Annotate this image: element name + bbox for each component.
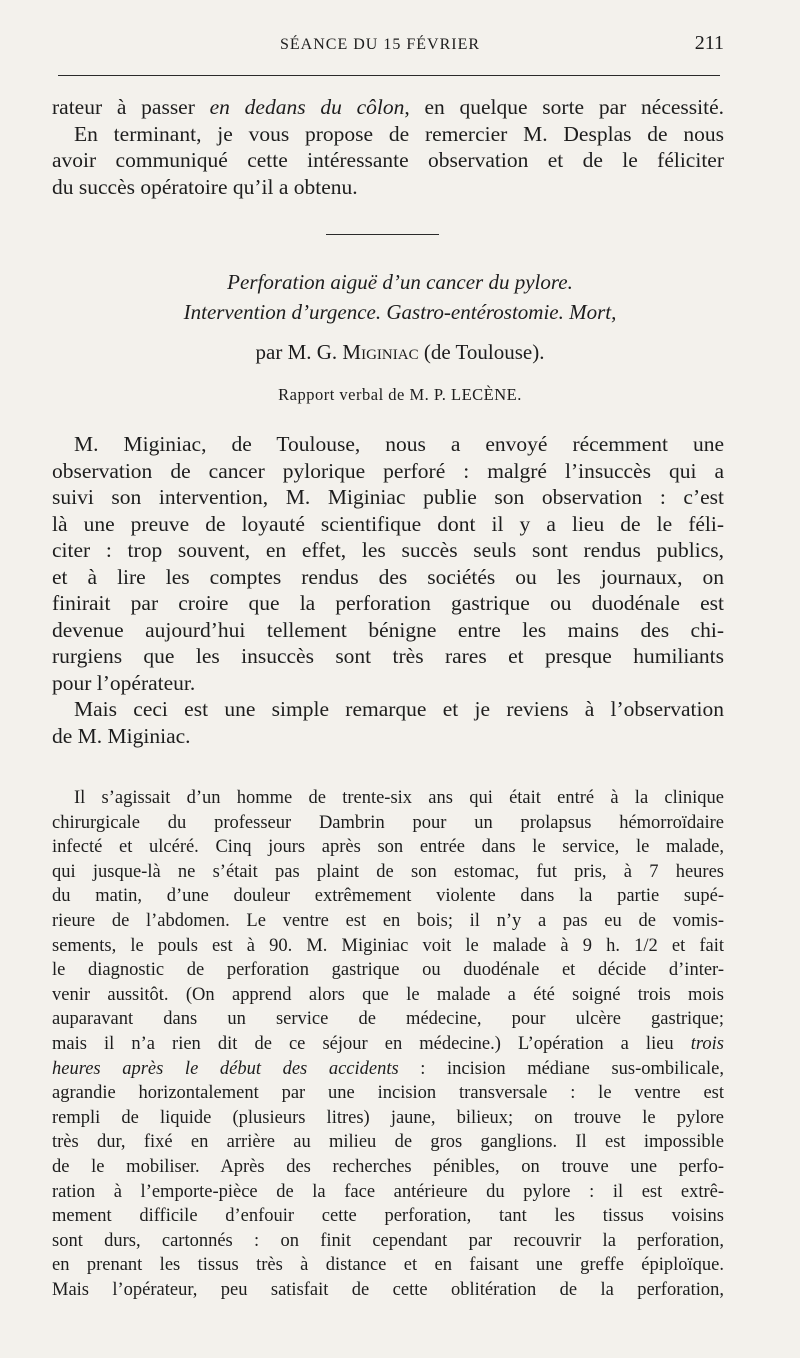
text-line: très dur, fixé en arrière au milieu de gros ganglions. Il est impossible (52, 1132, 724, 1153)
header-rule (58, 75, 720, 76)
text-line: en prenant les tissus très à distance et en faisant une greffe épiploïque. (52, 1255, 724, 1276)
text-line: mais il n’a rien dit de ce séjour en médecine.) L’opération a lieu trois (52, 1033, 724, 1054)
text-line: auparavant dans un service de médecine, pour ulcère gastrique; (52, 1009, 724, 1030)
text-line: suivi son intervention, M. Miginiac publie son observation : c’est (52, 485, 724, 509)
text-line: venir aussitôt. (On apprend alors que le malade a été soigné trois mois (52, 984, 724, 1005)
text-line: de M. Miginiac. (52, 723, 191, 748)
article-byline: par M. G. Miginiac (de Toulouse). (255, 340, 545, 364)
text-line: sements, le pouls est à 90. M. Miginiac voit le malade à 9 h. 1/2 et fait (52, 935, 724, 956)
text-line: de le mobiliser. Après des recherches pénibles, on trouve une perfo- (52, 1156, 724, 1177)
text-line: Il s’agissait d’un homme de trente-six ans qui était entré à la clinique (74, 788, 724, 808)
text-line: qui jusque-là ne s’était pas plaint de son estomac, fut pris, à 7 heures (52, 861, 724, 882)
text-line: heures après le début des accidents : incision médiane sus-ombilicale, (52, 1058, 724, 1079)
rapport-verbal: Rapport verbal de M. P. LECÈNE. (278, 385, 522, 404)
text-line: là une preuve de loyauté scientifique dont il y a lieu de le féli- (52, 511, 724, 536)
text-line: infecté et ulcéré. Cinq jours après son entrée dans le service, le malade, (52, 837, 724, 858)
text-line: observation de cancer pylorique perforé : malgré l’insuccès qui a (52, 458, 724, 483)
text-line: sont durs, cartonnés : on finit cependant par recouvrir la perforation, (52, 1230, 724, 1251)
text-line: du matin, d’une douleur extrêmement violente dans la partie supé- (52, 886, 724, 907)
text-line: pour l’opérateur. (52, 670, 196, 695)
text-line: Mais ceci est une simple remarque et je reviens à l’observation (74, 697, 724, 721)
text-line: du succès opératoire qu’il a obtenu. (52, 174, 358, 199)
text-line: finirait par croire que la perforation gastrique ou duodénale est (52, 591, 724, 615)
text-line: rateur à passer en dedans du côlon, en quelque sorte par nécessité. (52, 95, 724, 119)
text-line: devenue aujourd’hui tellement bénigne entre les mains des chi- (52, 617, 724, 642)
text-line: citer : trop souvent, en effet, les succès seuls sont rendus publics, (52, 538, 724, 562)
text-line: Mais l’opérateur, peu satisfait de cette oblitération de la perforation, (52, 1279, 724, 1300)
text-line: avoir communiqué cette intéressante observation et de le féliciter (52, 148, 724, 172)
text-line: mement difficile d’enfouir cette perforation, tant les tissus voisins (52, 1206, 724, 1227)
text-line: rieure de l’abdomen. Le ventre est en bois; il n’y a pas eu de vomis- (52, 910, 724, 931)
text-line: et à lire les comptes rendus des sociétés ou les journaux, on (52, 564, 724, 589)
text-line: En terminant, je vous propose de remercier M. Desplas de nous (74, 121, 724, 146)
running-head: SÉANCE DU 15 FÉVRIER (280, 36, 481, 53)
article-title-line2: Intervention d’urgence. Gastro-entérostomie. Mort, (183, 300, 617, 324)
observation-paragraph (52, 786, 724, 1302)
body-paragraph-large (52, 431, 724, 749)
text-line: rurgiens que les insuccès sont très rares et presque humiliants (52, 644, 724, 668)
text-line: M. Miginiac, de Toulouse, nous a envoyé récemment une (74, 432, 724, 456)
page-number: 211 (694, 32, 724, 54)
article-title-line1: Perforation aiguë d’un cancer du pylore. (227, 270, 573, 294)
text-line: rempli de liquide (plusieurs litres) jaune, bilieux; on trouve le pylore (52, 1107, 724, 1128)
text-line: agrandie horizontalement par une incision transversale : le ventre est (52, 1083, 724, 1104)
intro-paragraph (52, 94, 724, 200)
text-line: chirurgicale du professeur Dambrin pour un prolapsus hémorroïdaire (52, 812, 724, 833)
text-line: ration à l’emporte-pièce de la face antérieure du pylore : il est extrê- (52, 1181, 724, 1202)
text-line: le diagnostic de perforation gastrique ou duodénale et décide d’inter- (52, 960, 724, 981)
section-separator (326, 234, 439, 235)
